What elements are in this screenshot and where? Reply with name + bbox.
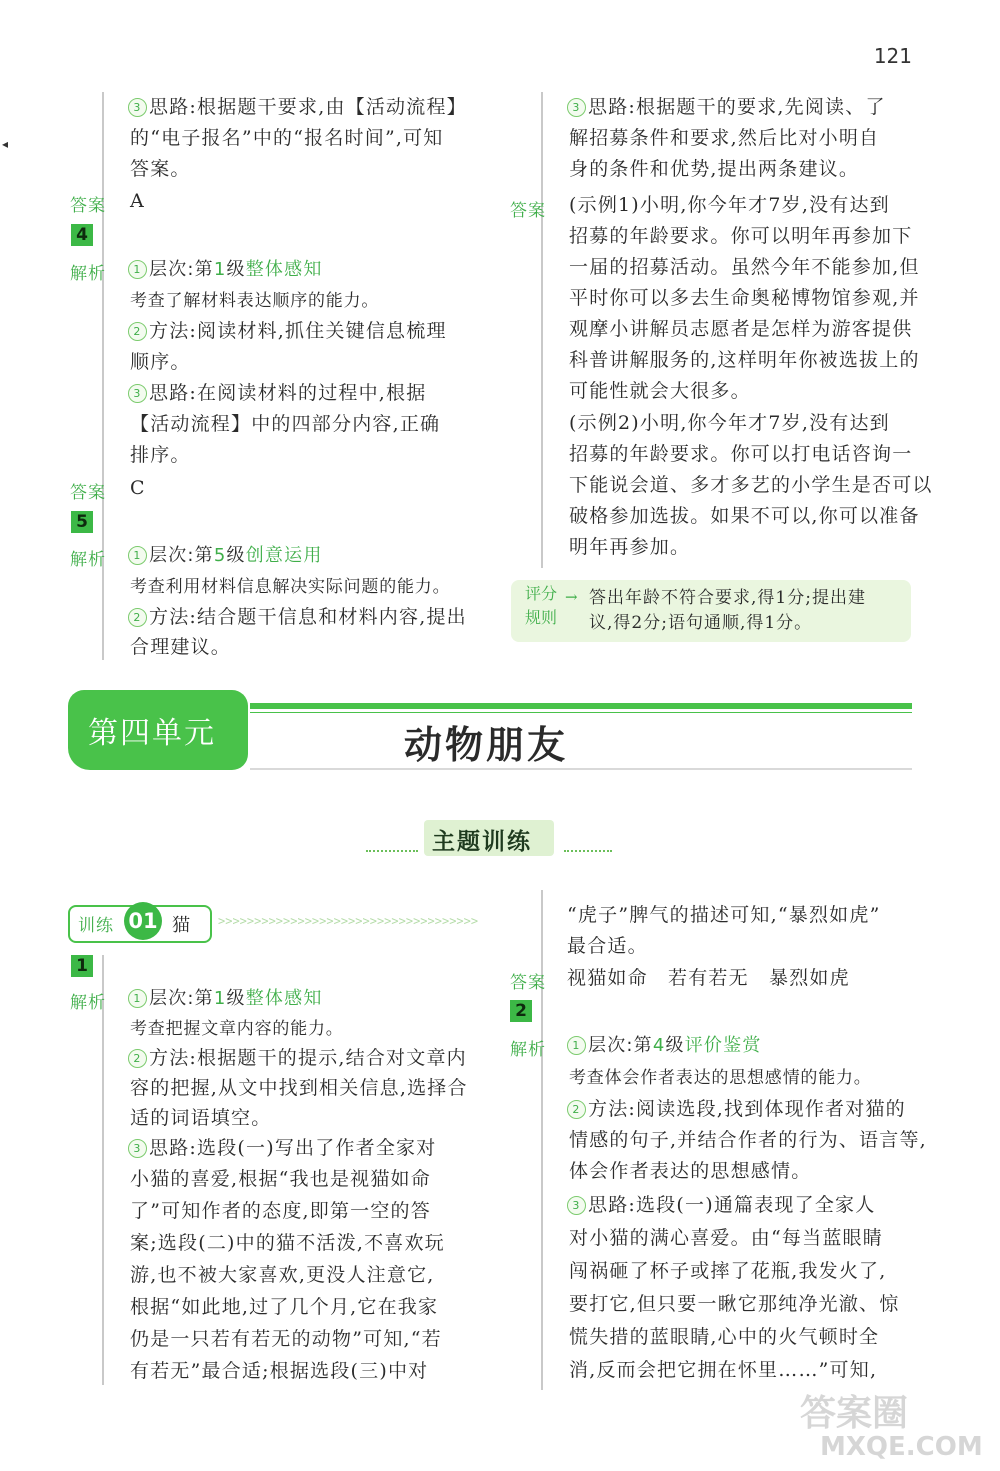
unit-title: 动物朋友 (404, 722, 569, 767)
question-number-2: 2 (510, 1000, 532, 1022)
thought-line-8: 有若无”最合适;根据选段(三)中对 (130, 1360, 429, 1382)
circle-marker-3: 3 (128, 98, 147, 117)
t1-continued-line-1: “虎子”脾气的描述可知,“暴烈如虎” (567, 904, 881, 926)
analysis-label: 解析 (70, 550, 106, 570)
method-line-1: 2 方法:阅读选段,找到体现作者对猫的 (567, 1094, 906, 1125)
answer-line-12: 明年再参加。 (569, 536, 691, 558)
answer-value: A (130, 190, 145, 212)
left-column-rule-top (102, 92, 104, 660)
thought-line-2: 【活动流程】中的四部分内容,正确 (130, 413, 441, 435)
scoring-rules-text: 答出年龄不符合要求,得1分;提出建 议,得2分;语句通顺,得1分。 (589, 588, 866, 633)
thought-line-2: 对小猫的满心喜爱。由“每当蓝眼睛 (569, 1227, 883, 1249)
circle-marker-1: 1 (567, 1036, 586, 1055)
left-top-line-2: 的“电子报名”中的“报名时间”,可知 (130, 127, 444, 149)
answer-line-3: 一届的招募活动。虽然今年不能参加,但 (569, 256, 920, 278)
left-top-line-1: 3 思路:根据题干要求,由【活动流程】 (128, 92, 467, 123)
question-number-5: 5 (71, 511, 93, 533)
answer-label: 答案 (70, 196, 106, 216)
unit-tab-label: 第四单元 (88, 716, 216, 751)
thought-line-4: 要打它,但只要一瞅它那纯净光澈、惊 (569, 1293, 900, 1315)
training-number: 01 (124, 902, 162, 940)
method-line-1: 2 方法:阅读材料,抓住关键信息梳理 (128, 316, 447, 347)
ability-line: 考查体会作者表达的思想感情的能力。 (569, 1068, 872, 1088)
thought-line-3: 了”可知作者的态度,即第一空的答 (130, 1200, 431, 1222)
circle-marker-3: 3 (128, 384, 147, 403)
unit-banner-bottom-rule (250, 768, 912, 770)
thought-line-1: 3 思路:选段(一)写出了作者全家对 (128, 1133, 436, 1164)
watermark-url: MXQE.COM (820, 1432, 983, 1462)
dotted-divider-right (564, 850, 612, 852)
ability-line: 考查了解材料表达顺序的能力。 (130, 291, 380, 311)
arrow-right-icon: → (565, 588, 578, 606)
right-column-rule-bottom (541, 890, 543, 1390)
answer-line-2: 招募的年龄要求。你可以明年再参加下 (569, 225, 913, 247)
chevron-decoration: >>>>>>>>>>>>>>>>>>>>>>>>>>>>>>>>>>>> (218, 914, 479, 928)
method-line-2: 容的把握,从文中找到相关信息,选择合 (130, 1077, 468, 1099)
answer-line-1: (示例1)小明,你今年才7岁,没有达到 (569, 194, 890, 216)
analysis-label: 解析 (70, 993, 106, 1013)
answer-line-5: 观摩小讲解员志愿者是怎样为游客提供 (569, 318, 913, 340)
answer-line-11: 破格参加选拔。如果不可以,你可以准备 (569, 505, 920, 527)
circle-marker-2: 2 (128, 608, 147, 627)
scoring-rules-box (511, 580, 911, 642)
answer-line-4: 平时你可以多去生命奥秘博物馆参观,并 (569, 287, 920, 309)
right-thought-line-2: 解招募条件和要求,然后比对小明自 (569, 127, 880, 149)
right-thought-line-3: 身的条件和优势,提出两条建议。 (569, 158, 860, 180)
answer-line-7: 可能性就会大很多。 (569, 380, 751, 402)
level-line: 1 层次:第5级创意运用 (128, 540, 323, 571)
circle-marker-1: 1 (128, 989, 147, 1008)
thought-line-5: 慌失措的蓝眼睛,心中的火气顿时全 (569, 1326, 880, 1348)
method-line-2: 合理建议。 (130, 636, 232, 658)
thought-line-1: 3 思路:在阅读材料的过程中,根据 (128, 378, 426, 409)
scoring-rules-label: 评分 规则 (524, 584, 557, 627)
page-number: 121 (873, 44, 912, 68)
circle-marker-2: 2 (567, 1100, 586, 1119)
method-line-3: 体会作者表达的思想感情。 (569, 1160, 812, 1182)
answer-value: 视猫如命 若有若无 暴烈如虎 (567, 967, 850, 989)
right-thought-line-1: 3 思路:根据题干的要求,先阅读、了 (567, 92, 886, 123)
method-line-3: 适的词语填空。 (130, 1107, 272, 1129)
answer-label: 答案 (510, 201, 546, 221)
circle-marker-3: 3 (128, 1139, 147, 1158)
unit-banner-line (250, 712, 912, 713)
thought-line-7: 仍是一只若有若无的动物”可知,“若 (130, 1328, 442, 1350)
ability-line: 考查把握文章内容的能力。 (130, 1019, 344, 1039)
watermark-logo: 答案圈 (800, 1393, 909, 1434)
thought-line-6: 消,反而会把它拥在怀里……”可知, (569, 1359, 878, 1381)
level-line: 1 层次:第1级整体感知 (128, 254, 323, 285)
circle-marker-1: 1 (128, 546, 147, 565)
thought-line-5: 游,也不被大家喜欢,更没人注意它, (130, 1264, 435, 1286)
training-label: 训练 (78, 916, 114, 936)
thought-line-6: 根据“如此地,过了几个月,它在我家 (130, 1296, 439, 1318)
theme-title: 主题训练 (432, 829, 532, 855)
dotted-divider-left (366, 850, 418, 852)
answer-value: C (130, 477, 146, 499)
answer-line-8: (示例2)小明,你今年才7岁,没有达到 (569, 412, 890, 434)
method-line-2: 顺序。 (130, 351, 191, 373)
answer-label: 答案 (510, 973, 546, 993)
answer-line-9: 招募的年龄要求。你可以打电话咨询一 (569, 443, 913, 465)
thought-line-2: 小猫的喜爱,根据“我也是视猫如命 (130, 1168, 431, 1190)
analysis-label: 解析 (510, 1040, 546, 1060)
analysis-label: 解析 (70, 264, 106, 284)
circle-marker-1: 1 (128, 260, 147, 279)
edge-marker: ◂ (2, 137, 9, 151)
thought-line-4: 案;选段(二)中的猫不活泼,不喜欢玩 (130, 1232, 445, 1254)
unit-banner-bar (250, 703, 912, 709)
circle-marker-3: 3 (567, 1196, 586, 1215)
t1-continued-line-2: 最合适。 (567, 935, 648, 957)
method-line-1: 2 方法:结合题干信息和材料内容,提出 (128, 602, 467, 633)
thought-line-1: 3 思路:选段(一)通篇表现了全家人 (567, 1190, 875, 1221)
ability-line: 考查利用材料信息解决实际问题的能力。 (130, 577, 451, 597)
thought-line-3: 闯祸砸了杯子或摔了花瓶,我发火了, (569, 1260, 887, 1282)
circle-marker-3: 3 (567, 98, 586, 117)
question-number-1: 1 (71, 955, 93, 977)
left-top-line-3: 答案。 (130, 158, 191, 180)
answer-label: 答案 (70, 483, 106, 503)
circle-marker-2: 2 (128, 322, 147, 341)
right-column-rule-top (541, 92, 543, 568)
question-number-4: 4 (71, 224, 93, 246)
level-line: 1 层次:第1级整体感知 (128, 983, 323, 1014)
level-line: 1 层次:第4级评价鉴赏 (567, 1030, 762, 1061)
answer-line-6: 科普讲解服务的,这样明年你被选拔上的 (569, 349, 920, 371)
method-line-2: 情感的句子,并结合作者的行为、语言等, (569, 1129, 927, 1151)
training-name: 猫 (172, 915, 190, 936)
thought-line-3: 排序。 (130, 444, 191, 466)
left-column-rule-bottom (102, 955, 104, 1385)
method-line-1: 2 方法:根据题干的提示,结合对文章内 (128, 1043, 467, 1074)
circle-marker-2: 2 (128, 1049, 147, 1068)
answer-line-10: 下能说会道、多才多艺的小学生是否可以 (569, 474, 933, 496)
